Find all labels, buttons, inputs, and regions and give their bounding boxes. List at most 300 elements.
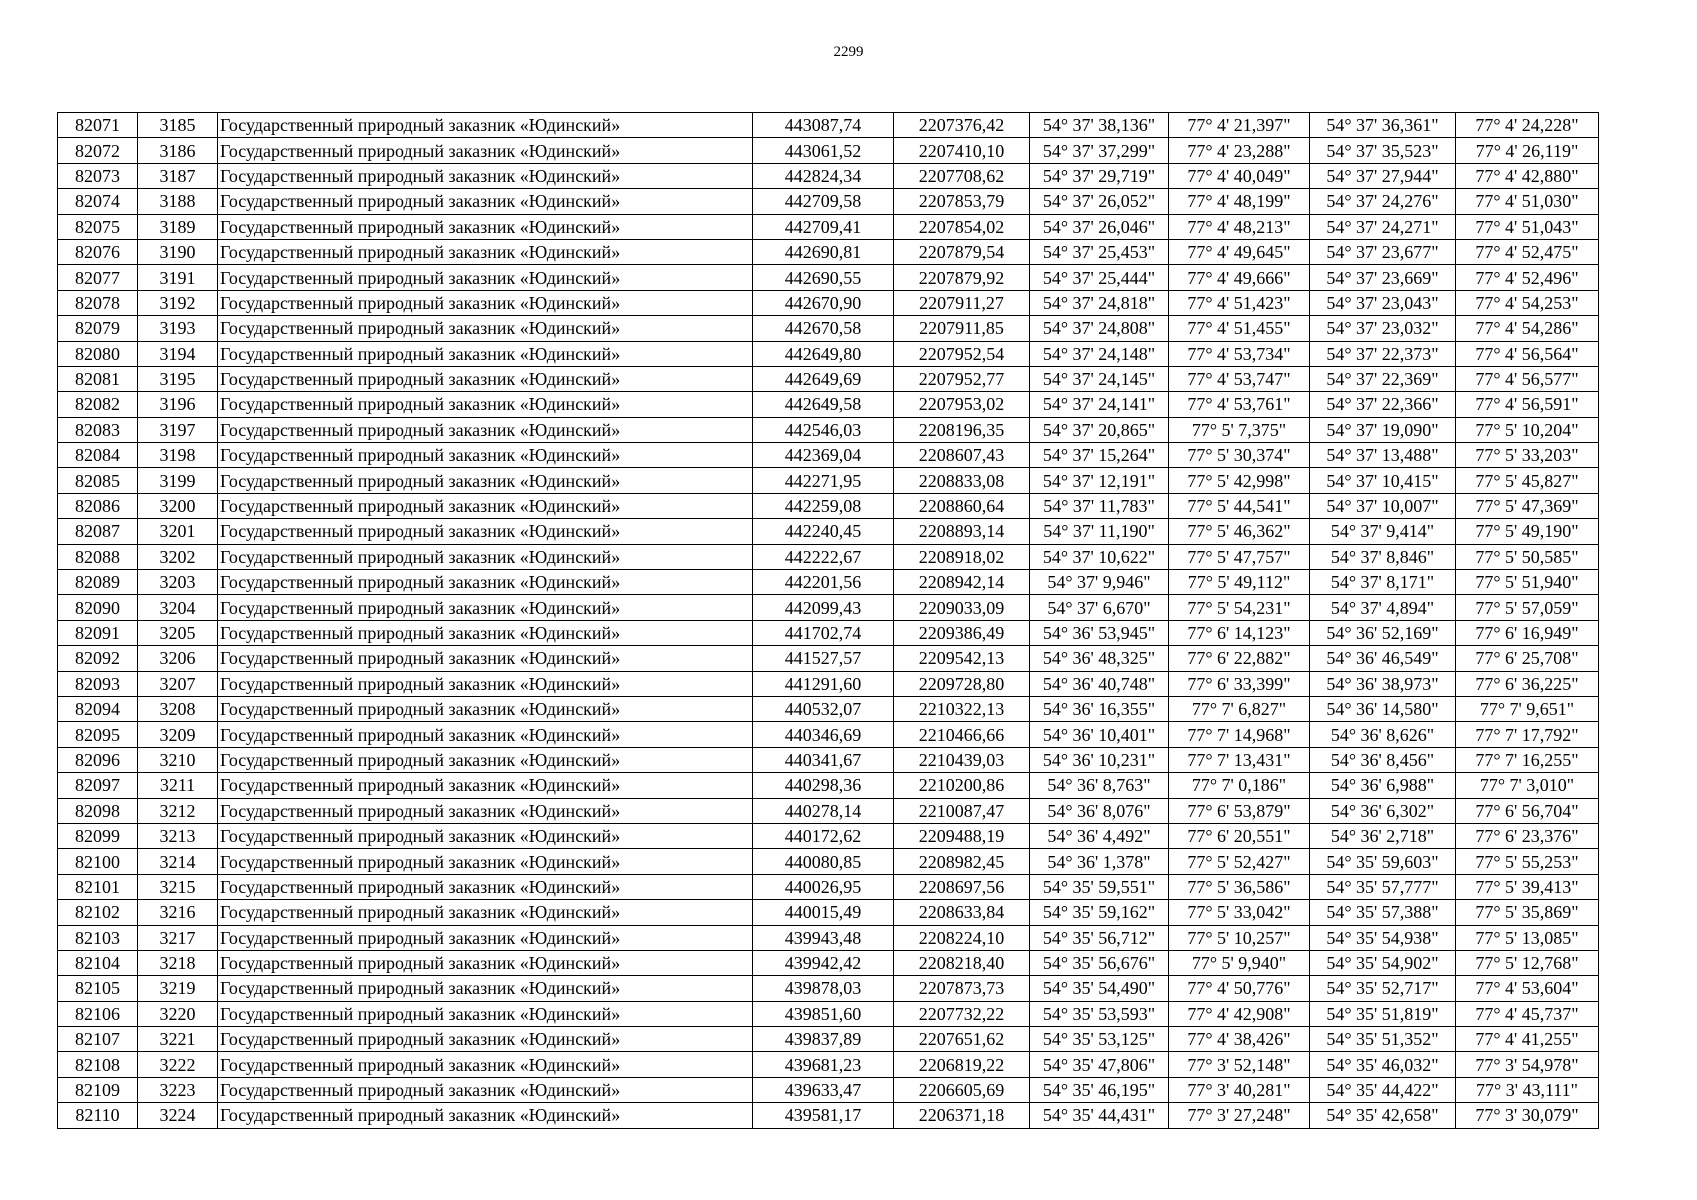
latitude-alt-cell: 54° 35' 59,603": [1310, 849, 1456, 874]
longitude-cell: 77° 4' 53,747": [1169, 366, 1310, 391]
table-row: [58, 773, 1599, 798]
latitude-cell: 54° 37' 24,818": [1030, 290, 1169, 315]
longitude-alt-cell: 77° 6' 25,708": [1456, 646, 1599, 671]
y-coordinate-cell: 2207952,54: [894, 341, 1030, 366]
latitude-alt-cell: 54° 36' 52,169": [1310, 620, 1456, 645]
point-number-cell: 3187: [138, 163, 218, 188]
latitude-cell: 54° 35' 46,195": [1030, 1077, 1169, 1102]
latitude-cell: 54° 36' 1,378": [1030, 849, 1169, 874]
row-number-cell: 82084: [58, 443, 138, 468]
x-coordinate-cell: 440341,67: [753, 747, 894, 772]
latitude-alt-cell: 54° 37' 13,488": [1310, 443, 1456, 468]
x-coordinate-cell: 439943,48: [753, 925, 894, 950]
x-coordinate-cell: 439633,47: [753, 1077, 894, 1102]
y-coordinate-cell: 2206819,22: [894, 1052, 1030, 1077]
row-number-cell: 82075: [58, 214, 138, 239]
point-number-cell: 3220: [138, 1001, 218, 1026]
longitude-cell: 77° 6' 22,882": [1169, 646, 1310, 671]
row-number-cell: 82092: [58, 646, 138, 671]
point-number-cell: 3189: [138, 214, 218, 239]
latitude-alt-cell: 54° 35' 44,422": [1310, 1077, 1456, 1102]
latitude-alt-cell: 54° 35' 46,032": [1310, 1052, 1456, 1077]
x-coordinate-cell: 442649,58: [753, 392, 894, 417]
point-number-cell: 3204: [138, 595, 218, 620]
y-coordinate-cell: 2207879,54: [894, 239, 1030, 264]
row-number-cell: 82087: [58, 519, 138, 544]
longitude-alt-cell: 77° 4' 56,591": [1456, 392, 1599, 417]
x-coordinate-cell: 442099,43: [753, 595, 894, 620]
name-cell: Государственный природный заказник «Юдинский»: [218, 138, 753, 163]
longitude-alt-cell: 77° 4' 54,286": [1456, 316, 1599, 341]
longitude-alt-cell: 77° 5' 13,085": [1456, 925, 1599, 950]
point-number-cell: 3207: [138, 671, 218, 696]
table-row: [58, 925, 1599, 950]
name-cell: Государственный природный заказник «Юдинский»: [218, 823, 753, 848]
y-coordinate-cell: 2208607,43: [894, 443, 1030, 468]
longitude-cell: 77° 4' 49,645": [1169, 239, 1310, 264]
latitude-cell: 54° 37' 25,444": [1030, 265, 1169, 290]
name-cell: Государственный природный заказник «Юдинский»: [218, 1052, 753, 1077]
name-cell: Государственный природный заказник «Юдинский»: [218, 468, 753, 493]
longitude-alt-cell: 77° 7' 9,651": [1456, 696, 1599, 721]
point-number-cell: 3202: [138, 544, 218, 569]
latitude-cell: 54° 35' 56,712": [1030, 925, 1169, 950]
longitude-alt-cell: 77° 4' 52,496": [1456, 265, 1599, 290]
longitude-alt-cell: 77° 5' 12,768": [1456, 950, 1599, 975]
longitude-alt-cell: 77° 4' 26,119": [1456, 138, 1599, 163]
x-coordinate-cell: 442709,41: [753, 214, 894, 239]
point-number-cell: 3201: [138, 519, 218, 544]
latitude-alt-cell: 54° 37' 22,366": [1310, 392, 1456, 417]
table-row: [58, 722, 1599, 747]
y-coordinate-cell: 2207873,73: [894, 976, 1030, 1001]
name-cell: Государственный природный заказник «Юдинский»: [218, 950, 753, 975]
longitude-alt-cell: 77° 4' 54,253": [1456, 290, 1599, 315]
latitude-alt-cell: 54° 37' 27,944": [1310, 163, 1456, 188]
name-cell: Государственный природный заказник «Юдинский»: [218, 163, 753, 188]
longitude-cell: 77° 3' 27,248": [1169, 1103, 1310, 1128]
name-cell: Государственный природный заказник «Юдинский»: [218, 189, 753, 214]
x-coordinate-cell: 442690,55: [753, 265, 894, 290]
latitude-cell: 54° 36' 8,763": [1030, 773, 1169, 798]
longitude-cell: 77° 6' 20,551": [1169, 823, 1310, 848]
longitude-alt-cell: 77° 4' 41,255": [1456, 1027, 1599, 1052]
longitude-cell: 77° 5' 42,998": [1169, 468, 1310, 493]
longitude-alt-cell: 77° 4' 56,564": [1456, 341, 1599, 366]
table-row: [58, 671, 1599, 696]
point-number-cell: 3208: [138, 696, 218, 721]
x-coordinate-cell: 442670,90: [753, 290, 894, 315]
name-cell: Государственный природный заказник «Юдинский»: [218, 316, 753, 341]
table-row: [58, 900, 1599, 925]
latitude-cell: 54° 37' 24,148": [1030, 341, 1169, 366]
latitude-cell: 54° 37' 26,052": [1030, 189, 1169, 214]
row-number-cell: 82090: [58, 595, 138, 620]
name-cell: Государственный природный заказник «Юдинский»: [218, 646, 753, 671]
name-cell: Государственный природный заказник «Юдинский»: [218, 722, 753, 747]
latitude-cell: 54° 37' 10,622": [1030, 544, 1169, 569]
row-number-cell: 82078: [58, 290, 138, 315]
x-coordinate-cell: 441291,60: [753, 671, 894, 696]
y-coordinate-cell: 2207952,77: [894, 366, 1030, 391]
row-number-cell: 82086: [58, 493, 138, 518]
point-number-cell: 3215: [138, 874, 218, 899]
y-coordinate-cell: 2207651,62: [894, 1027, 1030, 1052]
latitude-cell: 54° 35' 56,676": [1030, 950, 1169, 975]
y-coordinate-cell: 2210322,13: [894, 696, 1030, 721]
latitude-alt-cell: 54° 36' 2,718": [1310, 823, 1456, 848]
table-row: [58, 493, 1599, 518]
longitude-alt-cell: 77° 4' 51,043": [1456, 214, 1599, 239]
latitude-cell: 54° 37' 11,190": [1030, 519, 1169, 544]
x-coordinate-cell: 442690,81: [753, 239, 894, 264]
longitude-cell: 77° 5' 33,042": [1169, 900, 1310, 925]
longitude-cell: 77° 5' 52,427": [1169, 849, 1310, 874]
y-coordinate-cell: 2208942,14: [894, 570, 1030, 595]
x-coordinate-cell: 439878,03: [753, 976, 894, 1001]
longitude-cell: 77° 4' 40,049": [1169, 163, 1310, 188]
table-row: [58, 265, 1599, 290]
point-number-cell: 3209: [138, 722, 218, 747]
latitude-cell: 54° 37' 37,299": [1030, 138, 1169, 163]
latitude-cell: 54° 37' 24,145": [1030, 366, 1169, 391]
point-number-cell: 3190: [138, 239, 218, 264]
y-coordinate-cell: 2208224,10: [894, 925, 1030, 950]
table-row: [58, 976, 1599, 1001]
latitude-cell: 54° 37' 6,670": [1030, 595, 1169, 620]
latitude-alt-cell: 54° 37' 24,276": [1310, 189, 1456, 214]
x-coordinate-cell: 440080,85: [753, 849, 894, 874]
point-number-cell: 3196: [138, 392, 218, 417]
name-cell: Государственный природный заказник «Юдинский»: [218, 392, 753, 417]
longitude-alt-cell: 77° 3' 54,978": [1456, 1052, 1599, 1077]
longitude-alt-cell: 77° 4' 53,604": [1456, 976, 1599, 1001]
latitude-cell: 54° 37' 15,264": [1030, 443, 1169, 468]
row-number-cell: 82100: [58, 849, 138, 874]
name-cell: Государственный природный заказник «Юдинский»: [218, 773, 753, 798]
name-cell: Государственный природный заказник «Юдинский»: [218, 341, 753, 366]
longitude-alt-cell: 77° 5' 33,203": [1456, 443, 1599, 468]
longitude-alt-cell: 77° 7' 17,792": [1456, 722, 1599, 747]
row-number-cell: 82108: [58, 1052, 138, 1077]
latitude-cell: 54° 36' 40,748": [1030, 671, 1169, 696]
x-coordinate-cell: 442709,58: [753, 189, 894, 214]
longitude-cell: 77° 4' 53,761": [1169, 392, 1310, 417]
longitude-alt-cell: 77° 5' 50,585": [1456, 544, 1599, 569]
row-number-cell: 82106: [58, 1001, 138, 1026]
point-number-cell: 3212: [138, 798, 218, 823]
y-coordinate-cell: 2207732,22: [894, 1001, 1030, 1026]
latitude-cell: 54° 35' 59,162": [1030, 900, 1169, 925]
latitude-alt-cell: 54° 37' 23,669": [1310, 265, 1456, 290]
table-row: [58, 1001, 1599, 1026]
table-row: [58, 823, 1599, 848]
y-coordinate-cell: 2207953,02: [894, 392, 1030, 417]
longitude-cell: 77° 4' 51,455": [1169, 316, 1310, 341]
longitude-cell: 77° 7' 6,827": [1169, 696, 1310, 721]
point-number-cell: 3185: [138, 113, 218, 138]
longitude-cell: 77° 6' 33,399": [1169, 671, 1310, 696]
latitude-cell: 54° 37' 38,136": [1030, 113, 1169, 138]
row-number-cell: 82082: [58, 392, 138, 417]
point-number-cell: 3222: [138, 1052, 218, 1077]
name-cell: Государственный природный заказник «Юдинский»: [218, 239, 753, 264]
longitude-alt-cell: 77° 6' 23,376": [1456, 823, 1599, 848]
latitude-alt-cell: 54° 35' 52,717": [1310, 976, 1456, 1001]
name-cell: Государственный природный заказник «Юдинский»: [218, 925, 753, 950]
x-coordinate-cell: 440346,69: [753, 722, 894, 747]
row-number-cell: 82085: [58, 468, 138, 493]
longitude-cell: 77° 5' 7,375": [1169, 417, 1310, 442]
longitude-cell: 77° 5' 46,362": [1169, 519, 1310, 544]
page-number: 2299: [833, 44, 864, 60]
latitude-cell: 54° 35' 44,431": [1030, 1103, 1169, 1128]
x-coordinate-cell: 439851,60: [753, 1001, 894, 1026]
latitude-alt-cell: 54° 37' 8,171": [1310, 570, 1456, 595]
table-row: [58, 1052, 1599, 1077]
longitude-cell: 77° 5' 10,257": [1169, 925, 1310, 950]
table-row: [58, 113, 1599, 138]
latitude-alt-cell: 54° 36' 46,549": [1310, 646, 1456, 671]
name-cell: Государственный природный заказник «Юдинский»: [218, 113, 753, 138]
longitude-alt-cell: 77° 4' 42,880": [1456, 163, 1599, 188]
latitude-alt-cell: 54° 36' 14,580": [1310, 696, 1456, 721]
name-cell: Государственный природный заказник «Юдинский»: [218, 1027, 753, 1052]
name-cell: Государственный природный заказник «Юдинский»: [218, 366, 753, 391]
row-number-cell: 82105: [58, 976, 138, 1001]
longitude-cell: 77° 4' 53,734": [1169, 341, 1310, 366]
point-number-cell: 3218: [138, 950, 218, 975]
x-coordinate-cell: 442240,45: [753, 519, 894, 544]
latitude-alt-cell: 54° 37' 4,894": [1310, 595, 1456, 620]
row-number-cell: 82102: [58, 900, 138, 925]
table-row: [58, 366, 1599, 391]
x-coordinate-cell: 439681,23: [753, 1052, 894, 1077]
name-cell: Государственный природный заказник «Юдинский»: [218, 417, 753, 442]
table-row: [58, 519, 1599, 544]
table-row: [58, 392, 1599, 417]
name-cell: Государственный природный заказник «Юдинский»: [218, 265, 753, 290]
latitude-cell: 54° 35' 53,593": [1030, 1001, 1169, 1026]
point-number-cell: 3192: [138, 290, 218, 315]
longitude-cell: 77° 7' 0,186": [1169, 773, 1310, 798]
y-coordinate-cell: 2208633,84: [894, 900, 1030, 925]
longitude-alt-cell: 77° 5' 57,059": [1456, 595, 1599, 620]
latitude-alt-cell: 54° 35' 54,938": [1310, 925, 1456, 950]
point-number-cell: 3210: [138, 747, 218, 772]
latitude-cell: 54° 37' 9,946": [1030, 570, 1169, 595]
longitude-alt-cell: 77° 4' 52,475": [1456, 239, 1599, 264]
row-number-cell: 82093: [58, 671, 138, 696]
table-row: [58, 290, 1599, 315]
point-number-cell: 3186: [138, 138, 218, 163]
longitude-alt-cell: 77° 4' 56,577": [1456, 366, 1599, 391]
latitude-cell: 54° 36' 10,231": [1030, 747, 1169, 772]
point-number-cell: 3188: [138, 189, 218, 214]
point-number-cell: 3217: [138, 925, 218, 950]
x-coordinate-cell: 442201,56: [753, 570, 894, 595]
y-coordinate-cell: 2207410,10: [894, 138, 1030, 163]
point-number-cell: 3213: [138, 823, 218, 848]
table-row: [58, 1103, 1599, 1128]
name-cell: Государственный природный заказник «Юдинский»: [218, 214, 753, 239]
y-coordinate-cell: 2210087,47: [894, 798, 1030, 823]
longitude-cell: 77° 7' 13,431": [1169, 747, 1310, 772]
row-number-cell: 82072: [58, 138, 138, 163]
name-cell: Государственный природный заказник «Юдинский»: [218, 570, 753, 595]
x-coordinate-cell: 442369,04: [753, 443, 894, 468]
y-coordinate-cell: 2210466,66: [894, 722, 1030, 747]
table-row: [58, 1077, 1599, 1102]
table-row: [58, 214, 1599, 239]
longitude-cell: 77° 5' 30,374": [1169, 443, 1310, 468]
name-cell: Государственный природный заказник «Юдинский»: [218, 976, 753, 1001]
row-number-cell: 82099: [58, 823, 138, 848]
x-coordinate-cell: 442649,80: [753, 341, 894, 366]
longitude-alt-cell: 77° 5' 51,940": [1456, 570, 1599, 595]
name-cell: Государственный природный заказник «Юдинский»: [218, 620, 753, 645]
name-cell: Государственный природный заказник «Юдинский»: [218, 798, 753, 823]
longitude-cell: 77° 4' 21,397": [1169, 113, 1310, 138]
latitude-alt-cell: 54° 36' 6,988": [1310, 773, 1456, 798]
latitude-cell: 54° 36' 53,945": [1030, 620, 1169, 645]
table-row: [58, 544, 1599, 569]
x-coordinate-cell: 443061,52: [753, 138, 894, 163]
y-coordinate-cell: 2208697,56: [894, 874, 1030, 899]
longitude-alt-cell: 77° 7' 3,010": [1456, 773, 1599, 798]
point-number-cell: 3193: [138, 316, 218, 341]
row-number-cell: 82096: [58, 747, 138, 772]
latitude-cell: 54° 35' 59,551": [1030, 874, 1169, 899]
point-number-cell: 3198: [138, 443, 218, 468]
name-cell: Государственный природный заказник «Юдинский»: [218, 696, 753, 721]
latitude-alt-cell: 54° 36' 8,626": [1310, 722, 1456, 747]
table-row: [58, 468, 1599, 493]
row-number-cell: 82073: [58, 163, 138, 188]
x-coordinate-cell: 442670,58: [753, 316, 894, 341]
x-coordinate-cell: 439837,89: [753, 1027, 894, 1052]
name-cell: Государственный природный заказник «Юдинский»: [218, 1103, 753, 1128]
y-coordinate-cell: 2208833,08: [894, 468, 1030, 493]
table-row: [58, 570, 1599, 595]
point-number-cell: 3224: [138, 1103, 218, 1128]
longitude-alt-cell: 77° 4' 45,737": [1456, 1001, 1599, 1026]
row-number-cell: 82107: [58, 1027, 138, 1052]
table-row: [58, 163, 1599, 188]
point-number-cell: 3194: [138, 341, 218, 366]
latitude-alt-cell: 54° 36' 38,973": [1310, 671, 1456, 696]
row-number-cell: 82080: [58, 341, 138, 366]
latitude-alt-cell: 54° 37' 24,271": [1310, 214, 1456, 239]
y-coordinate-cell: 2209728,80: [894, 671, 1030, 696]
latitude-alt-cell: 54° 35' 51,352": [1310, 1027, 1456, 1052]
table-row: [58, 595, 1599, 620]
longitude-alt-cell: 77° 5' 47,369": [1456, 493, 1599, 518]
point-number-cell: 3211: [138, 773, 218, 798]
latitude-alt-cell: 54° 37' 19,090": [1310, 417, 1456, 442]
latitude-alt-cell: 54° 37' 22,373": [1310, 341, 1456, 366]
point-number-cell: 3195: [138, 366, 218, 391]
x-coordinate-cell: 440015,49: [753, 900, 894, 925]
latitude-cell: 54° 36' 8,076": [1030, 798, 1169, 823]
point-number-cell: 3206: [138, 646, 218, 671]
table-row: [58, 849, 1599, 874]
row-number-cell: 82071: [58, 113, 138, 138]
point-number-cell: 3199: [138, 468, 218, 493]
name-cell: Государственный природный заказник «Юдинский»: [218, 900, 753, 925]
name-cell: Государственный природный заказник «Юдинский»: [218, 544, 753, 569]
row-number-cell: 82109: [58, 1077, 138, 1102]
table-row: [58, 417, 1599, 442]
latitude-alt-cell: 54° 37' 22,369": [1310, 366, 1456, 391]
table-row: [58, 747, 1599, 772]
table-row: [58, 874, 1599, 899]
table-row: [58, 1027, 1599, 1052]
y-coordinate-cell: 2207708,62: [894, 163, 1030, 188]
latitude-cell: 54° 36' 4,492": [1030, 823, 1169, 848]
point-number-cell: 3203: [138, 570, 218, 595]
longitude-cell: 77° 5' 47,757": [1169, 544, 1310, 569]
longitude-cell: 77° 4' 48,199": [1169, 189, 1310, 214]
longitude-cell: 77° 4' 48,213": [1169, 214, 1310, 239]
longitude-alt-cell: 77° 6' 56,704": [1456, 798, 1599, 823]
latitude-cell: 54° 37' 25,453": [1030, 239, 1169, 264]
row-number-cell: 82110: [58, 1103, 138, 1128]
y-coordinate-cell: 2207911,27: [894, 290, 1030, 315]
row-number-cell: 82079: [58, 316, 138, 341]
latitude-cell: 54° 37' 29,719": [1030, 163, 1169, 188]
y-coordinate-cell: 2209488,19: [894, 823, 1030, 848]
x-coordinate-cell: 440278,14: [753, 798, 894, 823]
name-cell: Государственный природный заказник «Юдинский»: [218, 671, 753, 696]
x-coordinate-cell: 440532,07: [753, 696, 894, 721]
longitude-alt-cell: 77° 5' 55,253": [1456, 849, 1599, 874]
longitude-alt-cell: 77° 5' 35,869": [1456, 900, 1599, 925]
longitude-cell: 77° 6' 53,879": [1169, 798, 1310, 823]
row-number-cell: 82094: [58, 696, 138, 721]
latitude-alt-cell: 54° 37' 23,032": [1310, 316, 1456, 341]
longitude-alt-cell: 77° 4' 51,030": [1456, 189, 1599, 214]
latitude-cell: 54° 35' 54,490": [1030, 976, 1169, 1001]
x-coordinate-cell: 440172,62: [753, 823, 894, 848]
longitude-alt-cell: 77° 3' 30,079": [1456, 1103, 1599, 1128]
table-row: [58, 316, 1599, 341]
row-number-cell: 82074: [58, 189, 138, 214]
latitude-cell: 54° 37' 11,783": [1030, 493, 1169, 518]
row-number-cell: 82077: [58, 265, 138, 290]
longitude-cell: 77° 4' 23,288": [1169, 138, 1310, 163]
point-number-cell: 3191: [138, 265, 218, 290]
name-cell: Государственный природный заказник «Юдинский»: [218, 519, 753, 544]
row-number-cell: 82081: [58, 366, 138, 391]
longitude-cell: 77° 5' 44,541": [1169, 493, 1310, 518]
latitude-cell: 54° 37' 24,141": [1030, 392, 1169, 417]
y-coordinate-cell: 2208860,64: [894, 493, 1030, 518]
longitude-alt-cell: 77° 5' 39,413": [1456, 874, 1599, 899]
latitude-alt-cell: 54° 35' 57,388": [1310, 900, 1456, 925]
longitude-cell: 77° 4' 49,666": [1169, 265, 1310, 290]
x-coordinate-cell: 443087,74: [753, 113, 894, 138]
longitude-cell: 77° 5' 36,586": [1169, 874, 1310, 899]
latitude-alt-cell: 54° 37' 10,415": [1310, 468, 1456, 493]
latitude-cell: 54° 37' 26,046": [1030, 214, 1169, 239]
name-cell: Государственный природный заказник «Юдинский»: [218, 1001, 753, 1026]
latitude-cell: 54° 35' 53,125": [1030, 1027, 1169, 1052]
table-row: [58, 798, 1599, 823]
latitude-alt-cell: 54° 37' 10,007": [1310, 493, 1456, 518]
latitude-alt-cell: 54° 37' 23,043": [1310, 290, 1456, 315]
point-number-cell: 3221: [138, 1027, 218, 1052]
